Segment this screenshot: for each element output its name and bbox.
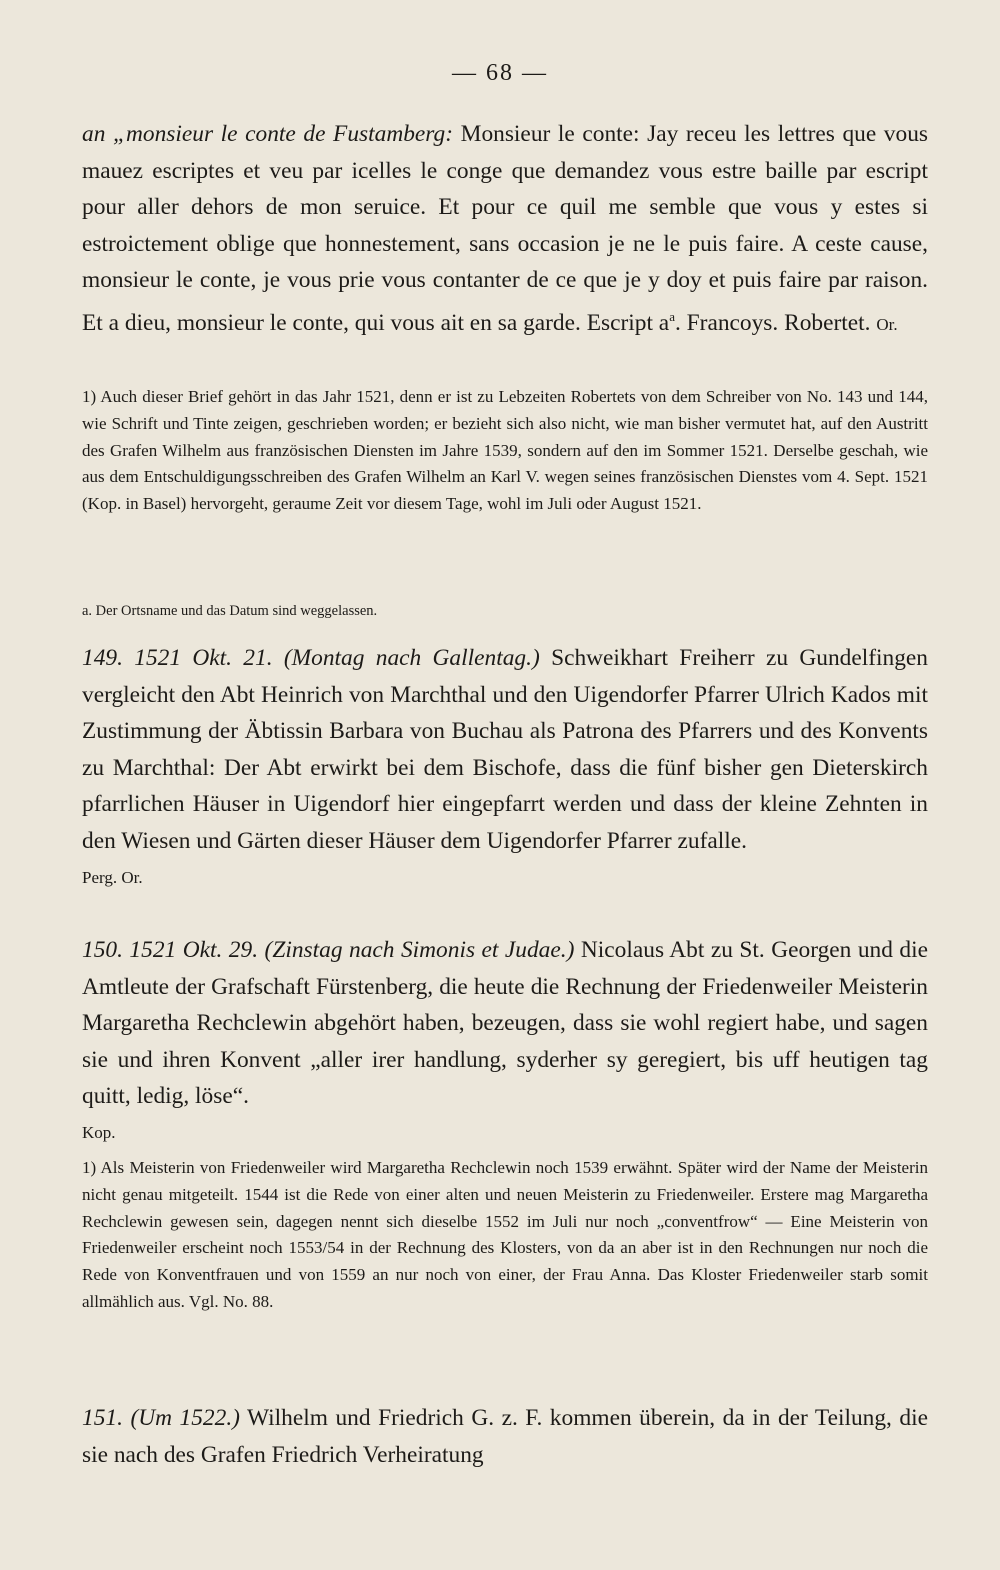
- letter-address: an „monsieur le conte de Fustamberg:: [82, 121, 454, 147]
- entry-text: Wilhelm und Friedrich G. z. F. kommen überein, da in der Teilung, die sie nach des Grafen Friedrich Verheiratung: [82, 1405, 928, 1468]
- entry-151: [82, 1400, 928, 1473]
- entry-source: Kop.: [82, 1122, 116, 1142]
- entry-149: [82, 640, 928, 896]
- page-number: — 68 —: [452, 60, 548, 86]
- letter-signature: . Francoys. Robertet.: [674, 309, 871, 336]
- entry-heading: 151. (Um 1522.): [82, 1405, 240, 1431]
- letter-continuation: [82, 116, 928, 343]
- letter-source: Or.: [876, 314, 898, 334]
- footnote-a: a. Der Ortsname und das Datum sind weggelassen.: [82, 603, 378, 619]
- entry-text: Schweikhart Freiherr zu Gundelfingen vergleicht den Abt Heinrich von Marchthal und den Uigendorfer Pfarrer Ulrich Kados mit Zustimmung der Äbtissin Barbara von Buchau als Patrona des Pfarrers und des Konvents zu Marchthal: Der Abt erwirkt bei dem Bischofe, dass die fünf bisher gen Dieterskirch pfarrlichen Häuser in Uigendorf hier eingepfarrt werden und dass der kleine Zehnten in den Wiesen und Gärten dieser Häuser dem Uigendorfer Pfarrer zufalle.: [82, 645, 928, 854]
- footnote-150: 1) Als Meisterin von Friedenweiler wird Margaretha Rechclewin noch 1539 erwähnt. Später wird der Name der Meisterin nicht genau mitgeteilt. 1544 ist die Rede von einer alten und neuen Meisterin zu Friedenweiler. Erstere mag Margaretha Rechclewin gewesen sein, dagegen nennt sich dieselbe 1552 im Juli nur noch „conventfrow“ — Eine Meisterin von Friedenweiler erscheint noch 1553/54 in der Rechnung des Klosters, von da an aber ist in den Rechnungen nur noch die Rede von Konventfrauen und von 1559 an nur noch von einer, der Frau Anna. Das Kloster Friedenweiler starb somit allmählich aus. Vgl. No. 88.: [82, 1158, 928, 1311]
- footnote-marker: a: [669, 308, 675, 324]
- entry-text: Nicolaus Abt zu St. Georgen und die Amtleute der Grafschaft Fürstenberg, die heute die Rechnung der Friedenweiler Meisterin Margaretha Rechclewin abgehört haben, bezeugen, dass sie wohl regiert habe, und sagen sie und ihren Konvent „aller irer handlung, syderher sy geregiert, bis uff heutigen tag quitt, ledig, löse“.: [82, 937, 928, 1110]
- footnote-1: 1) Auch dieser Brief gehört in das Jahr 1521, denn er ist zu Lebzeiten Robertets von dem Schreiber von No. 143 und 144, wie Schrift und Tinte zeigen, geschrieben worden; er bezieht sich also nicht, wie man bisher vermutet hat, auf den Austritt des Grafen Wilhelm aus französischen Diensten im Jahre 1539, sondern auf den im Sommer 1521. Derselbe geschah, wie aus dem Entschuldigungsschreiben des Grafen Wilhelm an Karl V. wegen seines französischen Dienstes vom 4. Sept. 1521 (Kop. in Basel) hervorgeht, geraume Zeit vor diesem Tage, wohl im Juli oder August 1521.: [82, 387, 928, 514]
- entry-heading: 150. 1521 Okt. 29. (Zinstag nach Simonis et Judae.): [82, 937, 575, 963]
- letter-text: Monsieur le conte: Jay receu les lettres que vous mauez escriptes et veu par icelles le conge que demandez vous estre baille par escript pour aller dehors de mon seruice. Et pour ce quil me semble que vous y estes si estroictement oblige que honnestement, sans occasion je ne le puis faire. A ceste cause, monsieur le conte, je vous prie vous contanter de ce que je y doy et puis faire par raison. Et a dieu, monsieur le conte, qui vous ait en sa garde. Escript a: [82, 121, 928, 336]
- entry-source: Perg. Or.: [82, 867, 143, 887]
- entry-150: [82, 932, 928, 1152]
- entry-heading: 149. 1521 Okt. 21. (Montag nach Gallentag.): [82, 645, 540, 671]
